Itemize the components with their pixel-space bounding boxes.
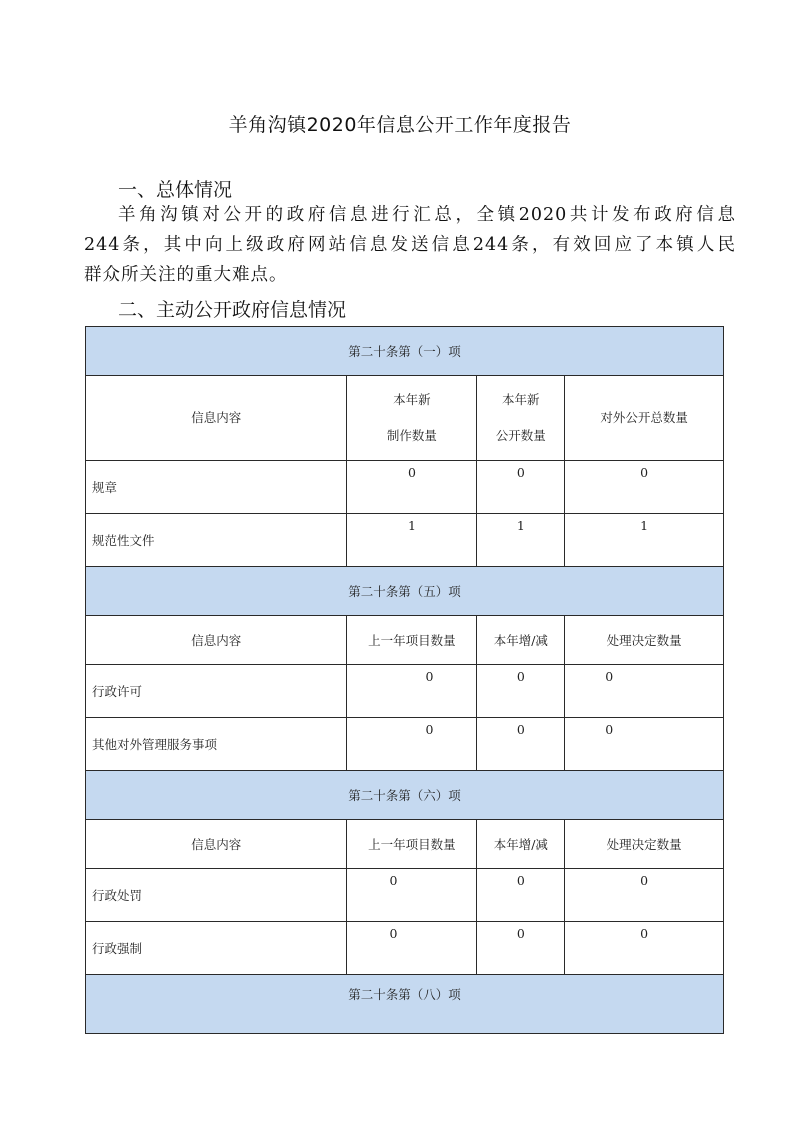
value-cell: 1 <box>347 514 477 567</box>
header-cell: 信息内容 <box>86 616 347 665</box>
value-cell: 0 <box>347 718 477 771</box>
section-row-8 <box>86 975 724 1034</box>
value-cell: 0 <box>477 665 565 718</box>
section-row-5 <box>86 567 724 616</box>
table-row <box>86 665 724 718</box>
overview-paragraph-line-2: 244条，其中向上级政府网站信息发送信息244条，有效回应了本镇人民 <box>84 235 736 255</box>
section-title: 第二十条第（八）项 <box>86 975 724 1034</box>
header-cell: 上一年项目数量 <box>347 616 477 665</box>
section-title: 第二十条第（一）项 <box>86 327 724 376</box>
row-label: 行政处罚 <box>86 869 347 922</box>
value-cell: 0 <box>347 665 477 718</box>
table-row <box>86 869 724 922</box>
value-cell: 0 <box>565 461 724 514</box>
disclosure-table <box>85 326 724 1034</box>
value-cell: 1 <box>565 514 724 567</box>
header-line: 公开数量 <box>495 428 546 443</box>
overview-paragraph-line-1: 羊角沟镇对公开的政府信息进行汇总，全镇2020共计发布政府信息 <box>118 205 736 225</box>
value-cell: 0 <box>347 461 477 514</box>
header-cell: 处理决定数量 <box>565 820 724 869</box>
header-cell: 本年增/减 <box>477 616 565 665</box>
value-cell: 1 <box>477 514 565 567</box>
section-title: 第二十条第（六）项 <box>86 771 724 820</box>
header-line: 本年新 <box>393 392 431 407</box>
header-cell: 上一年项目数量 <box>347 820 477 869</box>
section-heading-active-disclosure: 二、主动公开政府信息情况 <box>118 299 347 321</box>
value-cell: 0 <box>477 461 565 514</box>
header-cell: 本年增/减 <box>477 820 565 869</box>
header-row <box>86 616 724 665</box>
section-heading-overview: 一、总体情况 <box>118 179 233 201</box>
header-cell: 对外公开总数量 <box>565 376 724 461</box>
header-cell: 信息内容 <box>86 820 347 869</box>
value-cell: 0 <box>477 869 565 922</box>
value-cell: 0 <box>347 922 477 975</box>
table-row <box>86 718 724 771</box>
value-cell: 0 <box>565 665 724 718</box>
value-cell: 0 <box>347 869 477 922</box>
header-line: 本年新 <box>502 392 540 407</box>
value-cell: 0 <box>477 718 565 771</box>
section-row-1 <box>86 327 724 376</box>
header-cell: 信息内容 <box>86 376 347 461</box>
row-label: 规范性文件 <box>86 514 347 567</box>
header-cell <box>477 376 565 461</box>
section-title: 第二十条第（五）项 <box>86 567 724 616</box>
row-label: 行政许可 <box>86 665 347 718</box>
value-cell: 0 <box>477 922 565 975</box>
overview-paragraph-line-3: 群众所关注的重大难点。 <box>84 265 288 285</box>
header-cell: 处理决定数量 <box>565 616 724 665</box>
header-line: 制作数量 <box>386 428 437 443</box>
row-label: 其他对外管理服务事项 <box>86 718 347 771</box>
value-cell: 0 <box>565 718 724 771</box>
document-title: 羊角沟镇2020年信息公开工作年度报告 <box>228 114 572 136</box>
table-row <box>86 922 724 975</box>
row-label: 规章 <box>86 461 347 514</box>
header-cell <box>347 376 477 461</box>
table-row <box>86 514 724 567</box>
header-row <box>86 820 724 869</box>
table-row <box>86 461 724 514</box>
header-row <box>86 376 724 461</box>
row-label: 行政强制 <box>86 922 347 975</box>
value-cell: 0 <box>565 922 724 975</box>
section-row-6 <box>86 771 724 820</box>
value-cell: 0 <box>565 869 724 922</box>
